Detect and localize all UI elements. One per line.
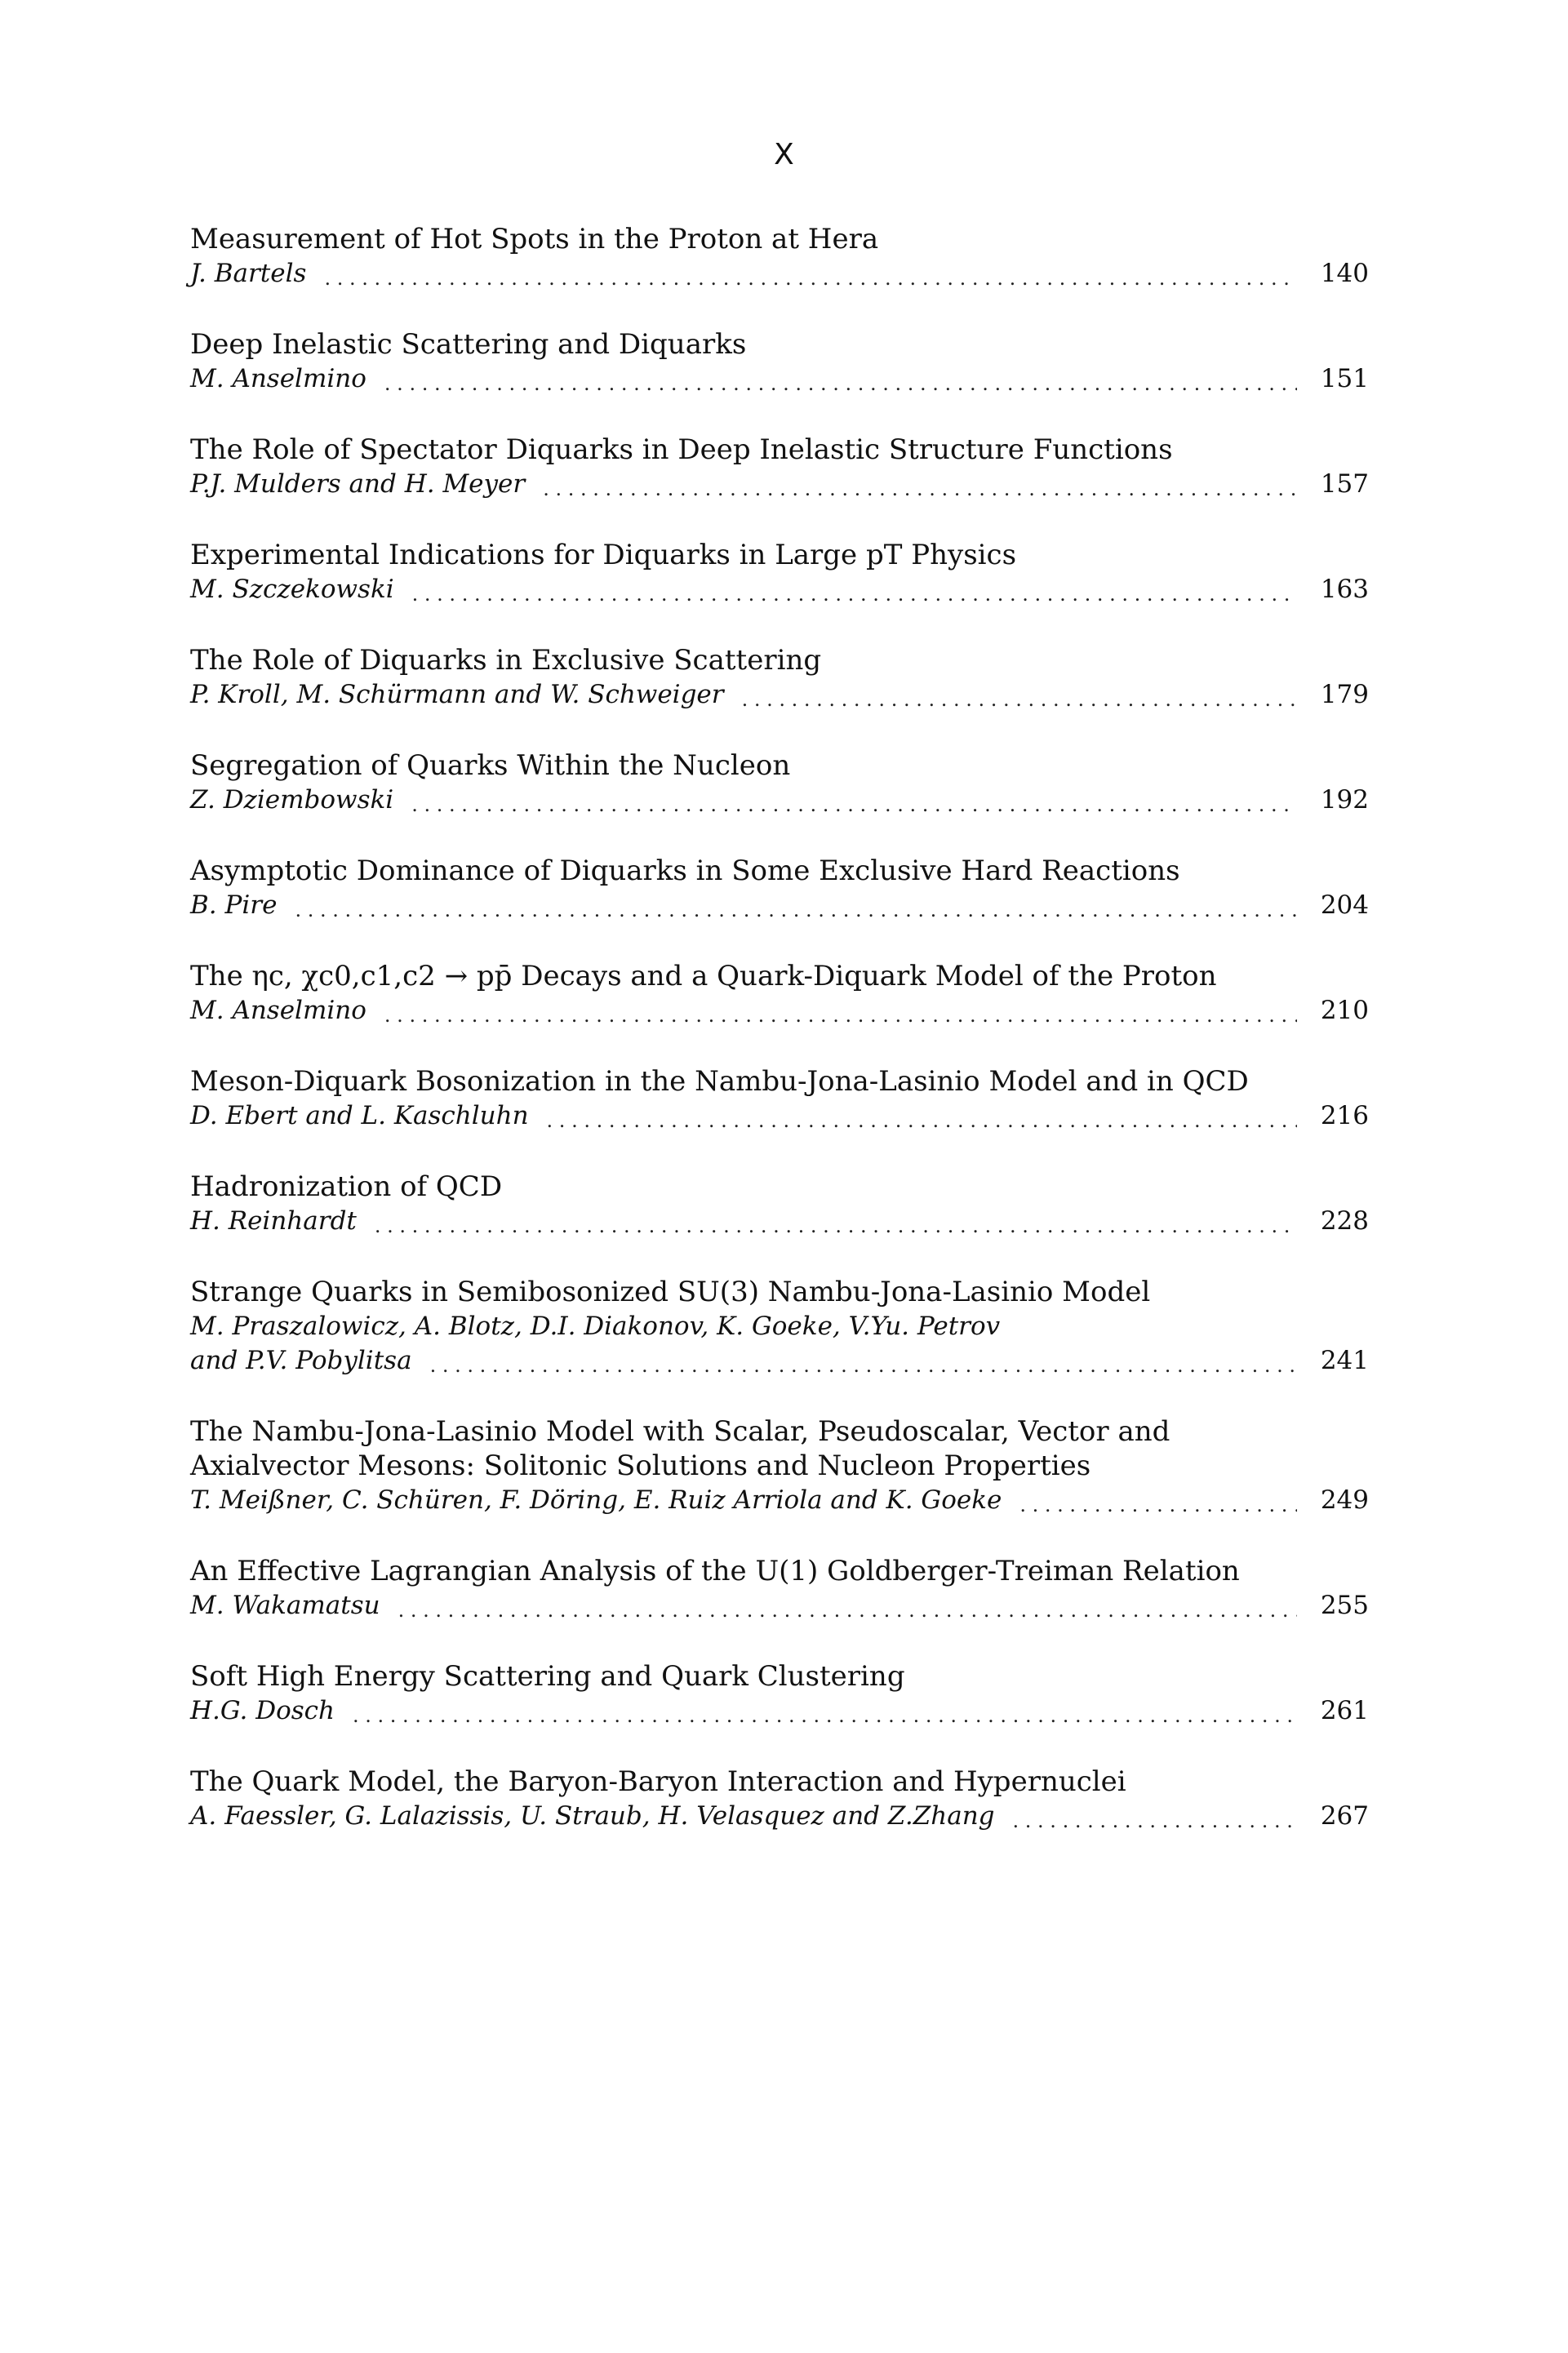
toc-entry <box>190 222 1369 291</box>
toc-entry <box>190 327 1369 396</box>
entry-page: 228 <box>1320 1206 1369 1236</box>
entry-page: 249 <box>1320 1485 1369 1515</box>
toc-entry <box>190 1554 1369 1623</box>
entry-title: An Effective Lagrangian Analysis of the U(1) Goldberger-Treiman Relation <box>190 1555 1240 1587</box>
entry-authors: H.G. Dosch <box>190 1696 335 1725</box>
entry-title: The Role of Spectator Diquarks in Deep Inelastic Structure Functions <box>190 433 1173 466</box>
entry-authors: M. Wakamatsu <box>190 1591 380 1620</box>
entry-authors: M. Praszalowicz, A. Blotz, D.I. Diakonov, K. Goeke, V.Yu. Petrov <box>190 1312 1001 1341</box>
toc-entry <box>190 1170 1369 1238</box>
entry-title: The Nambu-Jona-Lasinio Model with Scalar, Pseudoscalar, Vector and <box>190 1415 1170 1448</box>
toc-entry <box>190 1659 1369 1728</box>
entry-authors: J. Bartels <box>190 259 307 288</box>
dot-leader <box>398 1600 1297 1624</box>
entry-author-line <box>190 1483 1369 1517</box>
entry-author-line <box>190 993 1369 1028</box>
entry-title: Measurement of Hot Spots in the Proton at Hera <box>190 223 879 255</box>
entry-author-line <box>190 1799 1369 1833</box>
entry-title: Segregation of Quarks Within the Nucleon <box>190 749 791 782</box>
entry-author-line <box>190 1694 1369 1728</box>
entry-page: 241 <box>1320 1346 1369 1375</box>
entry-page: 157 <box>1320 469 1369 499</box>
entry-page: 204 <box>1320 890 1369 920</box>
toc-entry <box>190 1064 1369 1133</box>
entry-page: 210 <box>1320 996 1369 1025</box>
entry-title: Meson-Diquark Bosonization in the Nambu-Jona-Lasinio Model and in QCD <box>190 1065 1249 1098</box>
toc-entry <box>190 538 1369 606</box>
entry-authors: A. Faessler, G. Lalazissis, U. Straub, H. Velasquez and Z.Zhang <box>190 1801 995 1831</box>
dot-leader <box>430 1355 1297 1379</box>
entry-author-line <box>190 1099 1369 1133</box>
page-number: X <box>774 138 794 171</box>
entry-title: Soft High Energy Scattering and Quark Clustering <box>190 1660 905 1693</box>
entry-page: 267 <box>1320 1801 1369 1831</box>
entry-authors: P. Kroll, M. Schürmann and W. Schweiger <box>190 680 724 709</box>
entry-page: 216 <box>1320 1101 1369 1130</box>
entry-authors: H. Reinhardt <box>190 1206 357 1236</box>
entry-authors: M. Szczekowski <box>190 575 394 604</box>
entry-author-line <box>190 362 1369 396</box>
entry-author-line <box>190 1309 1369 1343</box>
dot-leader <box>384 1005 1297 1029</box>
entry-title: The Quark Model, the Baryon-Baryon Interaction and Hypernuclei <box>190 1765 1126 1798</box>
dot-leader <box>1019 1494 1297 1519</box>
entry-authors: M. Anselmino <box>190 996 366 1025</box>
dot-leader <box>742 689 1297 713</box>
entry-title: Strange Quarks in Semibosonized SU(3) Nambu-Jona-Lasinio Model <box>190 1276 1151 1308</box>
entry-authors: and P.V. Pobylitsa <box>190 1346 412 1375</box>
entry-title: The Role of Diquarks in Exclusive Scattering <box>190 644 822 677</box>
entry-authors: T. Meißner, C. Schüren, F. Döring, E. Ruiz Arriola and K. Goeke <box>190 1485 1002 1515</box>
entry-author-line <box>190 1588 1369 1623</box>
toc-entry <box>190 433 1369 501</box>
toc-entry <box>190 1275 1369 1378</box>
entry-author-line <box>190 888 1369 922</box>
dot-leader <box>547 1110 1297 1134</box>
entry-title: Experimental Indications for Diquarks in Large pT Physics <box>190 539 1017 571</box>
dot-leader <box>412 584 1297 608</box>
dot-leader <box>411 794 1297 819</box>
entry-author-line <box>190 467 1369 501</box>
dot-leader <box>1013 1810 1297 1835</box>
dot-leader <box>353 1705 1297 1729</box>
entry-authors: M. Anselmino <box>190 364 366 393</box>
dot-leader <box>384 373 1297 397</box>
entry-author-line <box>190 256 1369 291</box>
entry-page: 140 <box>1320 259 1369 288</box>
entry-title: Deep Inelastic Scattering and Diquarks <box>190 328 747 361</box>
entry-page: 261 <box>1320 1696 1369 1725</box>
entry-authors: Z. Dziembowski <box>190 785 394 815</box>
table-of-contents <box>190 222 1369 1870</box>
entry-author-line <box>190 572 1369 606</box>
toc-entry <box>190 1414 1369 1517</box>
entry-page: 163 <box>1320 575 1369 604</box>
toc-entry <box>190 854 1369 922</box>
dot-leader <box>543 478 1297 503</box>
entry-author-line <box>190 1204 1369 1238</box>
entry-authors: P.J. Mulders and H. Meyer <box>190 469 526 499</box>
toc-entry <box>190 643 1369 712</box>
entry-title: Hadronization of QCD <box>190 1170 503 1203</box>
entry-author-line <box>190 783 1369 817</box>
dot-leader <box>295 899 1297 924</box>
toc-entry <box>190 748 1369 817</box>
entry-title-continued: Axialvector Mesons: Solitonic Solutions and Nucleon Properties <box>190 1450 1091 1482</box>
entry-title: The ηc, χc0,c1,c2 → pp̄ Decays and a Quark-Diquark Model of the Proton <box>190 960 1217 992</box>
dot-leader <box>375 1215 1297 1240</box>
toc-entry <box>190 959 1369 1028</box>
entry-page: 255 <box>1320 1591 1369 1620</box>
entry-author-line <box>190 1343 1369 1378</box>
entry-page: 151 <box>1320 364 1369 393</box>
entry-authors: B. Pire <box>190 890 278 920</box>
entry-authors: D. Ebert and L. Kaschluhn <box>190 1101 529 1130</box>
entry-title: Asymptotic Dominance of Diquarks in Some Exclusive Hard Reactions <box>190 855 1180 887</box>
entry-author-line <box>190 677 1369 712</box>
entry-page: 179 <box>1320 680 1369 709</box>
entry-page: 192 <box>1320 785 1369 815</box>
toc-entry <box>190 1765 1369 1833</box>
dot-leader <box>324 268 1297 292</box>
